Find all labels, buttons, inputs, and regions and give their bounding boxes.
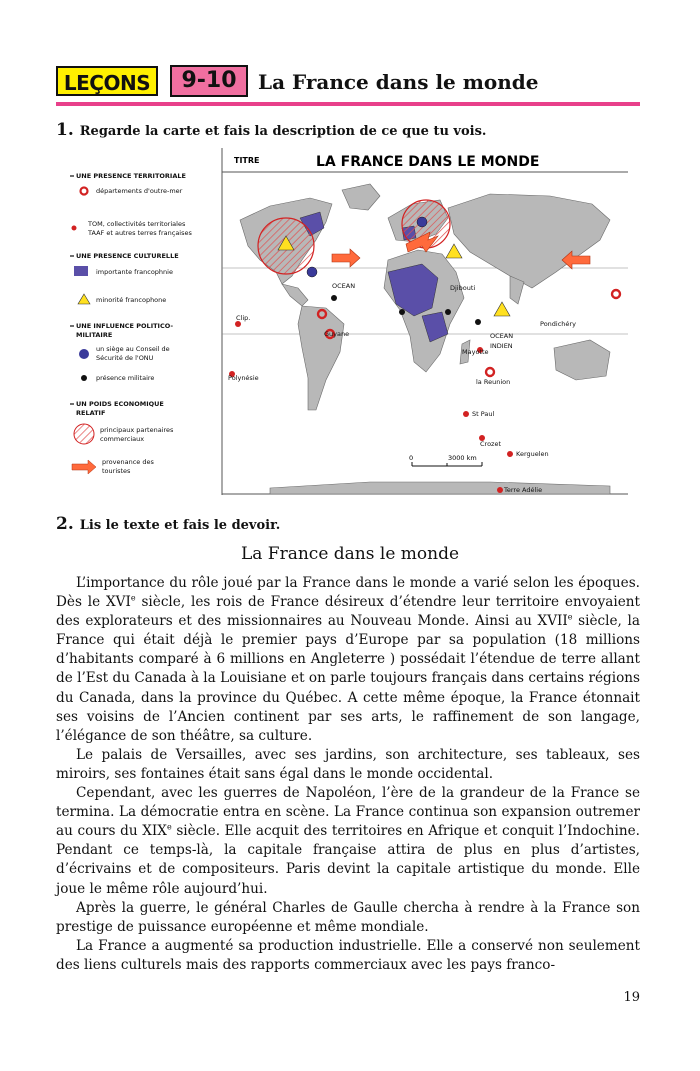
label-crozet: Crozet xyxy=(480,440,502,448)
p3-sup: e xyxy=(166,822,172,832)
legend-minorite: minorité francophone xyxy=(96,296,167,304)
label-ocean-indien-1: OCEAN xyxy=(490,332,514,340)
legend-francophonie: importante francophnie xyxy=(96,268,173,276)
label-djibouti: Djibouti xyxy=(450,284,476,292)
paragraph-4: Après la guerre, le général Charles de Gaulle chercha à rendre à la France son prestige de puissance européenne et même mondiale. xyxy=(56,899,640,935)
page-number: 19 xyxy=(623,990,640,1005)
legend-eco-heading-1: UN POIDS ECONOMIQUE xyxy=(76,400,164,408)
exercise-1-number: 1. xyxy=(56,120,74,140)
legend-partenaires-2: commerciaux xyxy=(100,435,145,443)
label-st-paul: St Paul xyxy=(472,410,495,418)
header-rule xyxy=(56,102,640,106)
map-scale-bar xyxy=(409,454,482,466)
p1-part-c: siècle, la France qui était déjà le premier pays d’Europe par sa population (18 millions d’habitants comparé à 6 millions en Angleterre ) possédait l’étendue de terre allant de l’Est du Canada à la Louisiane et on parle toujours français dans certains régions du Canada, dans la province du Québec. A cette même époque, la France étonnait ses voisins de l’Ancien continent par ses arts, le raffinement de son langage, l’élégance de son théâtre, sa culture. xyxy=(56,613,640,744)
legend-politico-heading-2: MILITAIRE xyxy=(76,331,113,339)
lesson-header xyxy=(56,64,640,108)
greenland-land xyxy=(342,184,380,210)
paragraph-5: La France a augmenté sa production industrielle. Elle a conservé non seulement des liens culturels mais des rapports commerciaux avec les pays franco- xyxy=(56,937,640,973)
australia-land xyxy=(554,340,610,380)
tom-dots xyxy=(229,321,513,493)
label-clipperton: Clip. xyxy=(236,314,251,322)
map-title: LA FRANCE DANS LE MONDE xyxy=(316,154,540,170)
p1-sup-1: e xyxy=(130,593,136,603)
reading-text xyxy=(56,574,640,975)
legend-politico-heading-1: UNE INFLUENCE POLITICO- xyxy=(76,322,174,330)
legend-onu-1: un siège au Conseil de xyxy=(96,345,170,353)
legend-minorite-icon xyxy=(78,294,90,304)
label-reunion: la Reunion xyxy=(476,378,511,386)
legend-onu-icon xyxy=(79,349,89,359)
scale-zero: 0 xyxy=(409,454,414,462)
legend-touristes-2: touristes xyxy=(102,467,131,475)
legend-touristes-1: provenance des xyxy=(102,458,154,466)
p1-part-a: L’importance du rôle joué par la France dans le monde a varié selon les époques. Dès le XVI xyxy=(56,575,640,611)
exercise-1-instruction xyxy=(56,120,486,140)
label-ocean-indien-2: INDIEN xyxy=(490,342,513,350)
label-ocean-atlantic: OCEAN xyxy=(332,282,356,290)
paragraph-1 xyxy=(56,574,640,746)
legend-onu-2: Sécurité de l'ONU xyxy=(96,354,154,362)
label-pondichery: Pondichéry xyxy=(540,320,576,328)
asia-land xyxy=(448,194,610,288)
south-america-land xyxy=(298,306,344,410)
exercise-2-text: Lis le texte et fais le devoir. xyxy=(79,518,281,533)
p3-part-a: Cependant, avec les guerres de Napoléon, l’ère de la grandeur de la France se termina. La démocratie entra en scène. La France continua son expansion outremer au cours du XIX xyxy=(56,785,640,840)
legend-partenaires-1: principaux partenaires xyxy=(100,426,174,434)
legend-partenaires-icon xyxy=(74,424,94,444)
lesson-title: La France dans le monde xyxy=(258,70,539,94)
scale-km: 3000 km xyxy=(448,454,477,462)
legend-tom-icon xyxy=(72,226,77,231)
p1-part-b: siècle, les rois de France désireux d’étendre leur territoire envoyaient des explorateurs et des missionnaires au Nouveau Monde. Ainsi au XVII xyxy=(56,594,640,630)
lesson-number-badge: 9-10 xyxy=(170,65,248,97)
legend-tom-2: TAAF et autres terres françaises xyxy=(88,229,192,237)
paragraph-3 xyxy=(56,784,640,899)
west-africa-area xyxy=(388,264,438,316)
central-america-land xyxy=(282,284,308,306)
legend-touristes-icon xyxy=(72,460,96,474)
label-guyane: Guyane xyxy=(324,330,350,338)
legend-francophonie-icon xyxy=(74,266,88,276)
map-titre-label: TITRE xyxy=(234,156,260,165)
legend-dom-icon xyxy=(81,188,88,195)
label-terre-adelie: Terre Adélie xyxy=(504,486,543,494)
legend-eco-heading-2: RELATIF xyxy=(76,409,106,417)
legend-culturelle-heading: UNE PRESENCE CULTURELLE xyxy=(76,252,179,260)
label-mayotte: Mayotte xyxy=(462,348,489,356)
label-kerguelen: Kerguelen xyxy=(516,450,549,458)
antarctica-land xyxy=(270,482,610,494)
legend-territorial-heading: UNE PRESENCE TERRITORIALE xyxy=(76,172,186,180)
p1-sup-2: e xyxy=(567,612,573,622)
legend-dom: départements d'outre-mer xyxy=(96,187,183,195)
exercise-2-instruction xyxy=(56,514,280,534)
label-polynesie: Polynésie xyxy=(228,374,259,382)
p3-part-b: siècle. Elle acquit des territoires en Afrique et conquit l’Indochine. Pendant ce temps-là, la capitale française attira de plus en plus d’artistes, d’écrivains et de compositeurs. Paris devint la capitale artistique du monde. Elle joue le même rôle aujourd’hui. xyxy=(56,823,640,897)
map-legend xyxy=(70,172,192,475)
legend-tom-1: TOM, collectivités territoriales xyxy=(88,220,186,228)
legend-militaire-icon xyxy=(81,375,87,381)
paragraph-2: Le palais de Versailles, avec ses jardins, son architecture, ses tableaux, ses miroirs, ses fontaines était sans égal dans le monde occidental. xyxy=(56,746,640,782)
exercise-1-text: Regarde la carte et fais la description de ce que tu vois. xyxy=(79,124,487,139)
reading-title: La France dans le monde xyxy=(240,544,460,564)
world-map-figure xyxy=(70,148,628,495)
lecons-badge: LEÇONS xyxy=(56,66,158,96)
legend-militaire: présence militaire xyxy=(96,374,155,382)
world-map-svg xyxy=(70,148,628,495)
exercise-2-number: 2. xyxy=(56,514,74,534)
